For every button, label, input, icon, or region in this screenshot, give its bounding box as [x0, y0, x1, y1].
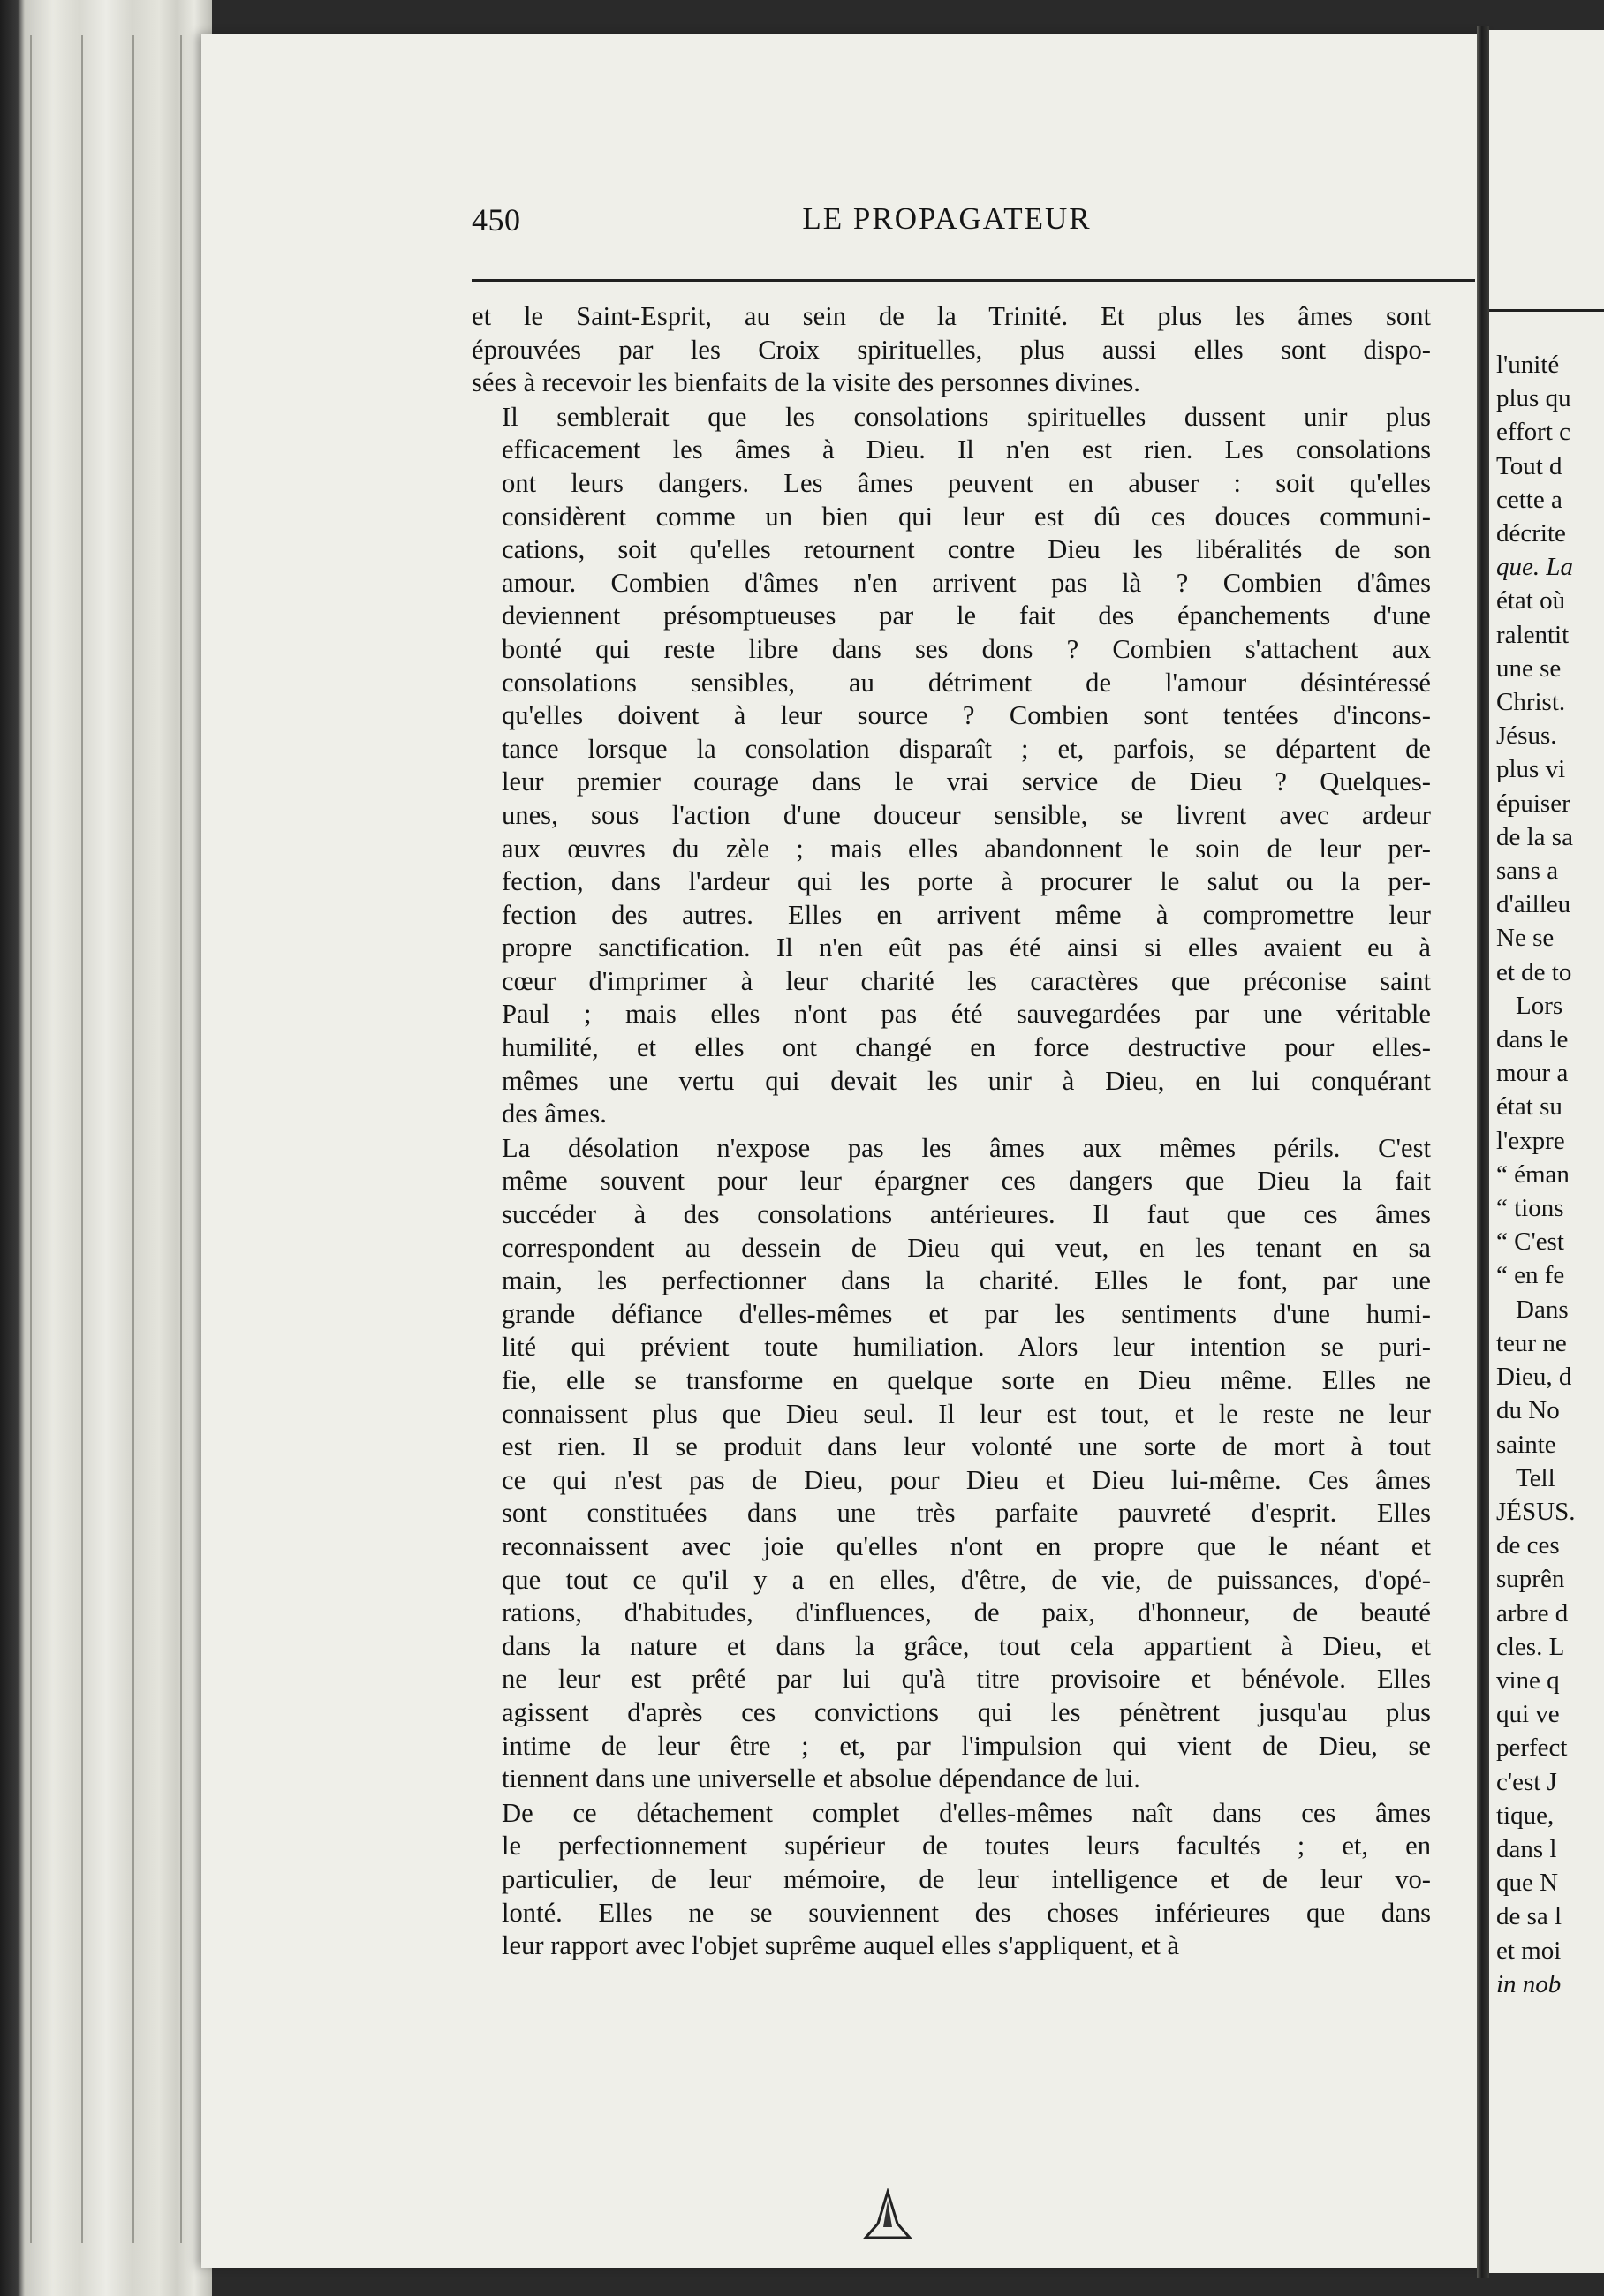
gutter-ornament — [857, 2188, 919, 2241]
right-page-line: Dans — [1516, 1295, 1569, 1324]
right-page-line: état su — [1496, 1092, 1562, 1122]
page-number: 450 — [472, 202, 521, 238]
right-page-line: “ tions — [1496, 1194, 1564, 1223]
text-line: fection des autres. Elles en arrivent même à compromettre leur — [502, 899, 1431, 930]
right-page-line: du No — [1496, 1396, 1560, 1425]
text-line: éprouvées par les Croix spirituelles, plus aussi elles sont dispo- — [472, 334, 1431, 365]
text-line: est rien. Il se produit dans leur volonté une sorte de mort à tout — [502, 1431, 1431, 1462]
stacked-page-edges — [0, 0, 212, 2296]
right-page-line: dans l — [1496, 1834, 1557, 1863]
text-line: reconnaissent avec joie qu'elles n'ont en propre que le néant et — [502, 1530, 1431, 1561]
right-header-rule — [1489, 309, 1604, 312]
text-line: leur rapport avec l'objet suprême auquel elles s'appliquent, et à — [502, 1930, 1180, 1961]
paragraph — [472, 300, 1431, 400]
page-edge — [30, 35, 32, 2243]
right-page-line: mour a — [1496, 1059, 1569, 1088]
text-line: lonté. Elles ne se souviennent des choses inférieures que dans — [502, 1897, 1431, 1928]
text-line: rations, d'habitudes, d'influences, de paix, d'honneur, de beauté — [502, 1597, 1431, 1628]
page-edge — [132, 35, 134, 2243]
text-line: fie, elle se transforme en quelque sorte en Dieu même. Elles ne — [502, 1365, 1431, 1395]
text-line: tiennent dans une universelle et absolue dépendance de lui. — [502, 1764, 1140, 1794]
right-page-line: plus qu — [1496, 384, 1571, 413]
text-line: amour. Combien d'âmes n'en arrivent pas là ? Combien d'âmes — [502, 567, 1431, 598]
text-line: particulier, de leur mémoire, de leur intelligence et de leur vo- — [502, 1863, 1431, 1894]
right-page-line: sans a — [1496, 857, 1559, 886]
page-edge — [180, 35, 182, 2243]
text-line: ont leurs dangers. Les âmes peuvent en abuser : soit qu'elles — [502, 467, 1431, 498]
text-line: le perfectionnement supérieur de toutes leurs facultés ; et, en — [502, 1831, 1431, 1862]
text-line: unes, sous l'action d'une douceur sensible, se livrent avec ardeur — [502, 799, 1431, 830]
text-line: humilité, et elles ont changé en force destructive pour elles- — [502, 1032, 1431, 1063]
text-line: qu'elles doivent à leur source ? Combien sont tentées d'incons- — [502, 700, 1431, 731]
page-edge — [81, 35, 83, 2243]
right-page-line: effort c — [1496, 418, 1570, 447]
right-page-line: et moi — [1496, 1936, 1562, 1965]
right-page-line: cles. L — [1496, 1632, 1565, 1661]
text-line: propre sanctification. Il n'en eût pas été ainsi si elles avaient eu à — [502, 933, 1431, 963]
paragraph — [472, 1797, 1431, 1963]
right-page-line: Tout d — [1496, 451, 1562, 480]
text-line: et le Saint-Esprit, au sein de la Trinité. Et plus les âmes sont — [472, 301, 1431, 331]
text-line: grande défiance d'elles-mêmes et par les sentiments d'une humi- — [502, 1298, 1431, 1329]
text-line: Il semblerait que les consolations spirituelles dussent unir plus — [502, 401, 1431, 432]
right-page-line: ralentit — [1496, 620, 1570, 649]
text-line: que tout ce qu'il y a en elles, d'être, de vie, de puissances, d'opé- — [502, 1564, 1431, 1595]
right-page-line: plus vi — [1496, 755, 1566, 784]
text-line: De ce détachement complet d'elles-mêmes naît dans ces âmes — [502, 1797, 1431, 1828]
right-page-line: de ces — [1496, 1531, 1560, 1560]
text-line: mêmes une vertu qui devait les unir à Dieu, en lui conquérant — [502, 1065, 1431, 1096]
text-line: succéder à des consolations antérieures. Il faut que ces âmes — [502, 1199, 1431, 1230]
text-line: main, les perfectionner dans la charité. Elles le font, par une — [502, 1265, 1431, 1296]
right-page-line: une se — [1496, 653, 1562, 683]
book-spine — [1477, 26, 1489, 2278]
right-page-line: teur ne — [1496, 1328, 1567, 1357]
paragraph — [472, 1132, 1431, 1796]
right-page-line: l'expre — [1496, 1126, 1565, 1155]
text-line: lité qui prévient toute humiliation. Alors leur intention se puri- — [502, 1332, 1431, 1363]
right-page-line: tique, — [1496, 1801, 1555, 1830]
right-page-line: état où — [1496, 586, 1566, 616]
right-page-line: décrite — [1496, 519, 1566, 548]
right-page-line: in nob — [1496, 1969, 1562, 1998]
text-line: même souvent pour leur épargner ces dangers que Dieu la fait — [502, 1166, 1431, 1197]
text-line: connaissent plus que Dieu seul. Il leur est tout, et le reste ne leur — [502, 1398, 1431, 1429]
right-page-line: et de to — [1496, 957, 1572, 986]
right-page-line: que. La — [1496, 553, 1573, 582]
right-page-line: perfect — [1496, 1733, 1568, 1763]
text-line: bonté qui reste libre dans ses dons ? Combien s'attachent aux — [502, 633, 1431, 664]
text-line: ce qui n'est pas de Dieu, pour Dieu et Dieu lui-même. Ces âmes — [502, 1464, 1431, 1495]
right-page-line: l'unité — [1496, 351, 1560, 379]
right-page-line: cette a — [1496, 485, 1562, 514]
right-page-line: qui ve — [1496, 1700, 1560, 1729]
right-page-line: épuiser — [1496, 789, 1570, 818]
right-page-line: sainte — [1496, 1430, 1556, 1459]
text-line: leur premier courage dans le vrai service de Dieu ? Quelques- — [502, 767, 1431, 797]
right-page-line: Ne se — [1496, 924, 1555, 953]
right-page-line: d'ailleu — [1496, 890, 1571, 919]
text-line: dans la nature et dans la grâce, tout cela appartient à Dieu, et — [502, 1630, 1431, 1661]
text-line: efficacement les âmes à Dieu. Il n'en est rien. Les consolations — [502, 434, 1431, 465]
right-page-line: “ en fe — [1496, 1261, 1565, 1290]
right-page-line: JÉSUS. — [1496, 1497, 1576, 1526]
text-line: aux œuvres du zèle ; mais elles abandonnent le soin de leur per- — [502, 833, 1431, 864]
text-line: considèrent comme un bien qui leur est dû ces douces communi- — [502, 501, 1431, 532]
right-page-line: vine q — [1496, 1665, 1560, 1695]
right-page-line: Tell — [1516, 1463, 1555, 1492]
text-line: ne leur est prêté par lui qu'à titre provisoire et bénévole. Elles — [502, 1664, 1431, 1695]
text-line: cœur d'imprimer à leur charité les caractères que préconise saint — [502, 965, 1431, 996]
running-head — [472, 201, 1475, 251]
text-line: intime de leur être ; et, par l'impulsion qui vient de Dieu, se — [502, 1730, 1431, 1761]
header-rule — [472, 279, 1475, 282]
right-page-line: de la sa — [1496, 822, 1573, 851]
right-page-line: Jésus. — [1496, 721, 1557, 751]
text-line: sont constituées dans une très parfaite pauvreté d'esprit. Elles — [502, 1498, 1431, 1529]
text-line: consolations sensibles, au détriment de l'amour désintéressé — [502, 667, 1431, 698]
right-page-line: dans le — [1496, 1025, 1569, 1054]
text-line: tance lorsque la consolation disparaît ; et, parfois, se départent de — [502, 733, 1431, 764]
running-title: LE PROPAGATEUR — [802, 201, 1092, 236]
right-page-text — [1496, 348, 1604, 2001]
text-line: deviennent présomptueuses par le fait des épanchements d'une — [502, 600, 1431, 631]
paragraph — [472, 401, 1431, 1131]
text-line: des âmes. — [502, 1099, 607, 1129]
text-line: sées à recevoir les bienfaits de la visite des personnes divines. — [472, 367, 1140, 398]
text-line: agissent d'après ces convictions qui les pénètrent jusqu'au plus — [502, 1696, 1431, 1727]
right-page-line: c'est J — [1496, 1767, 1557, 1796]
body-text — [472, 300, 1431, 1963]
right-page-line: arbre d — [1496, 1598, 1569, 1628]
right-page-line: que N — [1496, 1869, 1559, 1898]
text-line: La désolation n'expose pas les âmes aux mêmes périls. C'est — [502, 1132, 1431, 1163]
right-page — [1489, 30, 1604, 2273]
right-page-line: de sa l — [1496, 1902, 1562, 1931]
text-line: correspondent au dessein de Dieu qui veut, en les tenant en sa — [502, 1232, 1431, 1263]
right-page-line: “ éman — [1496, 1159, 1570, 1189]
right-page-line: Dieu, d — [1496, 1363, 1572, 1392]
right-page-line: “ C'est — [1496, 1227, 1564, 1257]
text-line: Paul ; mais elles n'ont pas été sauvegardées par une véritable — [502, 999, 1431, 1030]
text-line: cations, soit qu'elles retournent contre Dieu les libéralités de son — [502, 534, 1431, 565]
right-page-line: suprên — [1496, 1565, 1565, 1594]
right-page-line: Christ. — [1496, 688, 1566, 717]
text-line: fection, dans l'ardeur qui les porte à procurer le salut ou la per- — [502, 866, 1431, 897]
right-page-line: Lors — [1516, 991, 1563, 1020]
